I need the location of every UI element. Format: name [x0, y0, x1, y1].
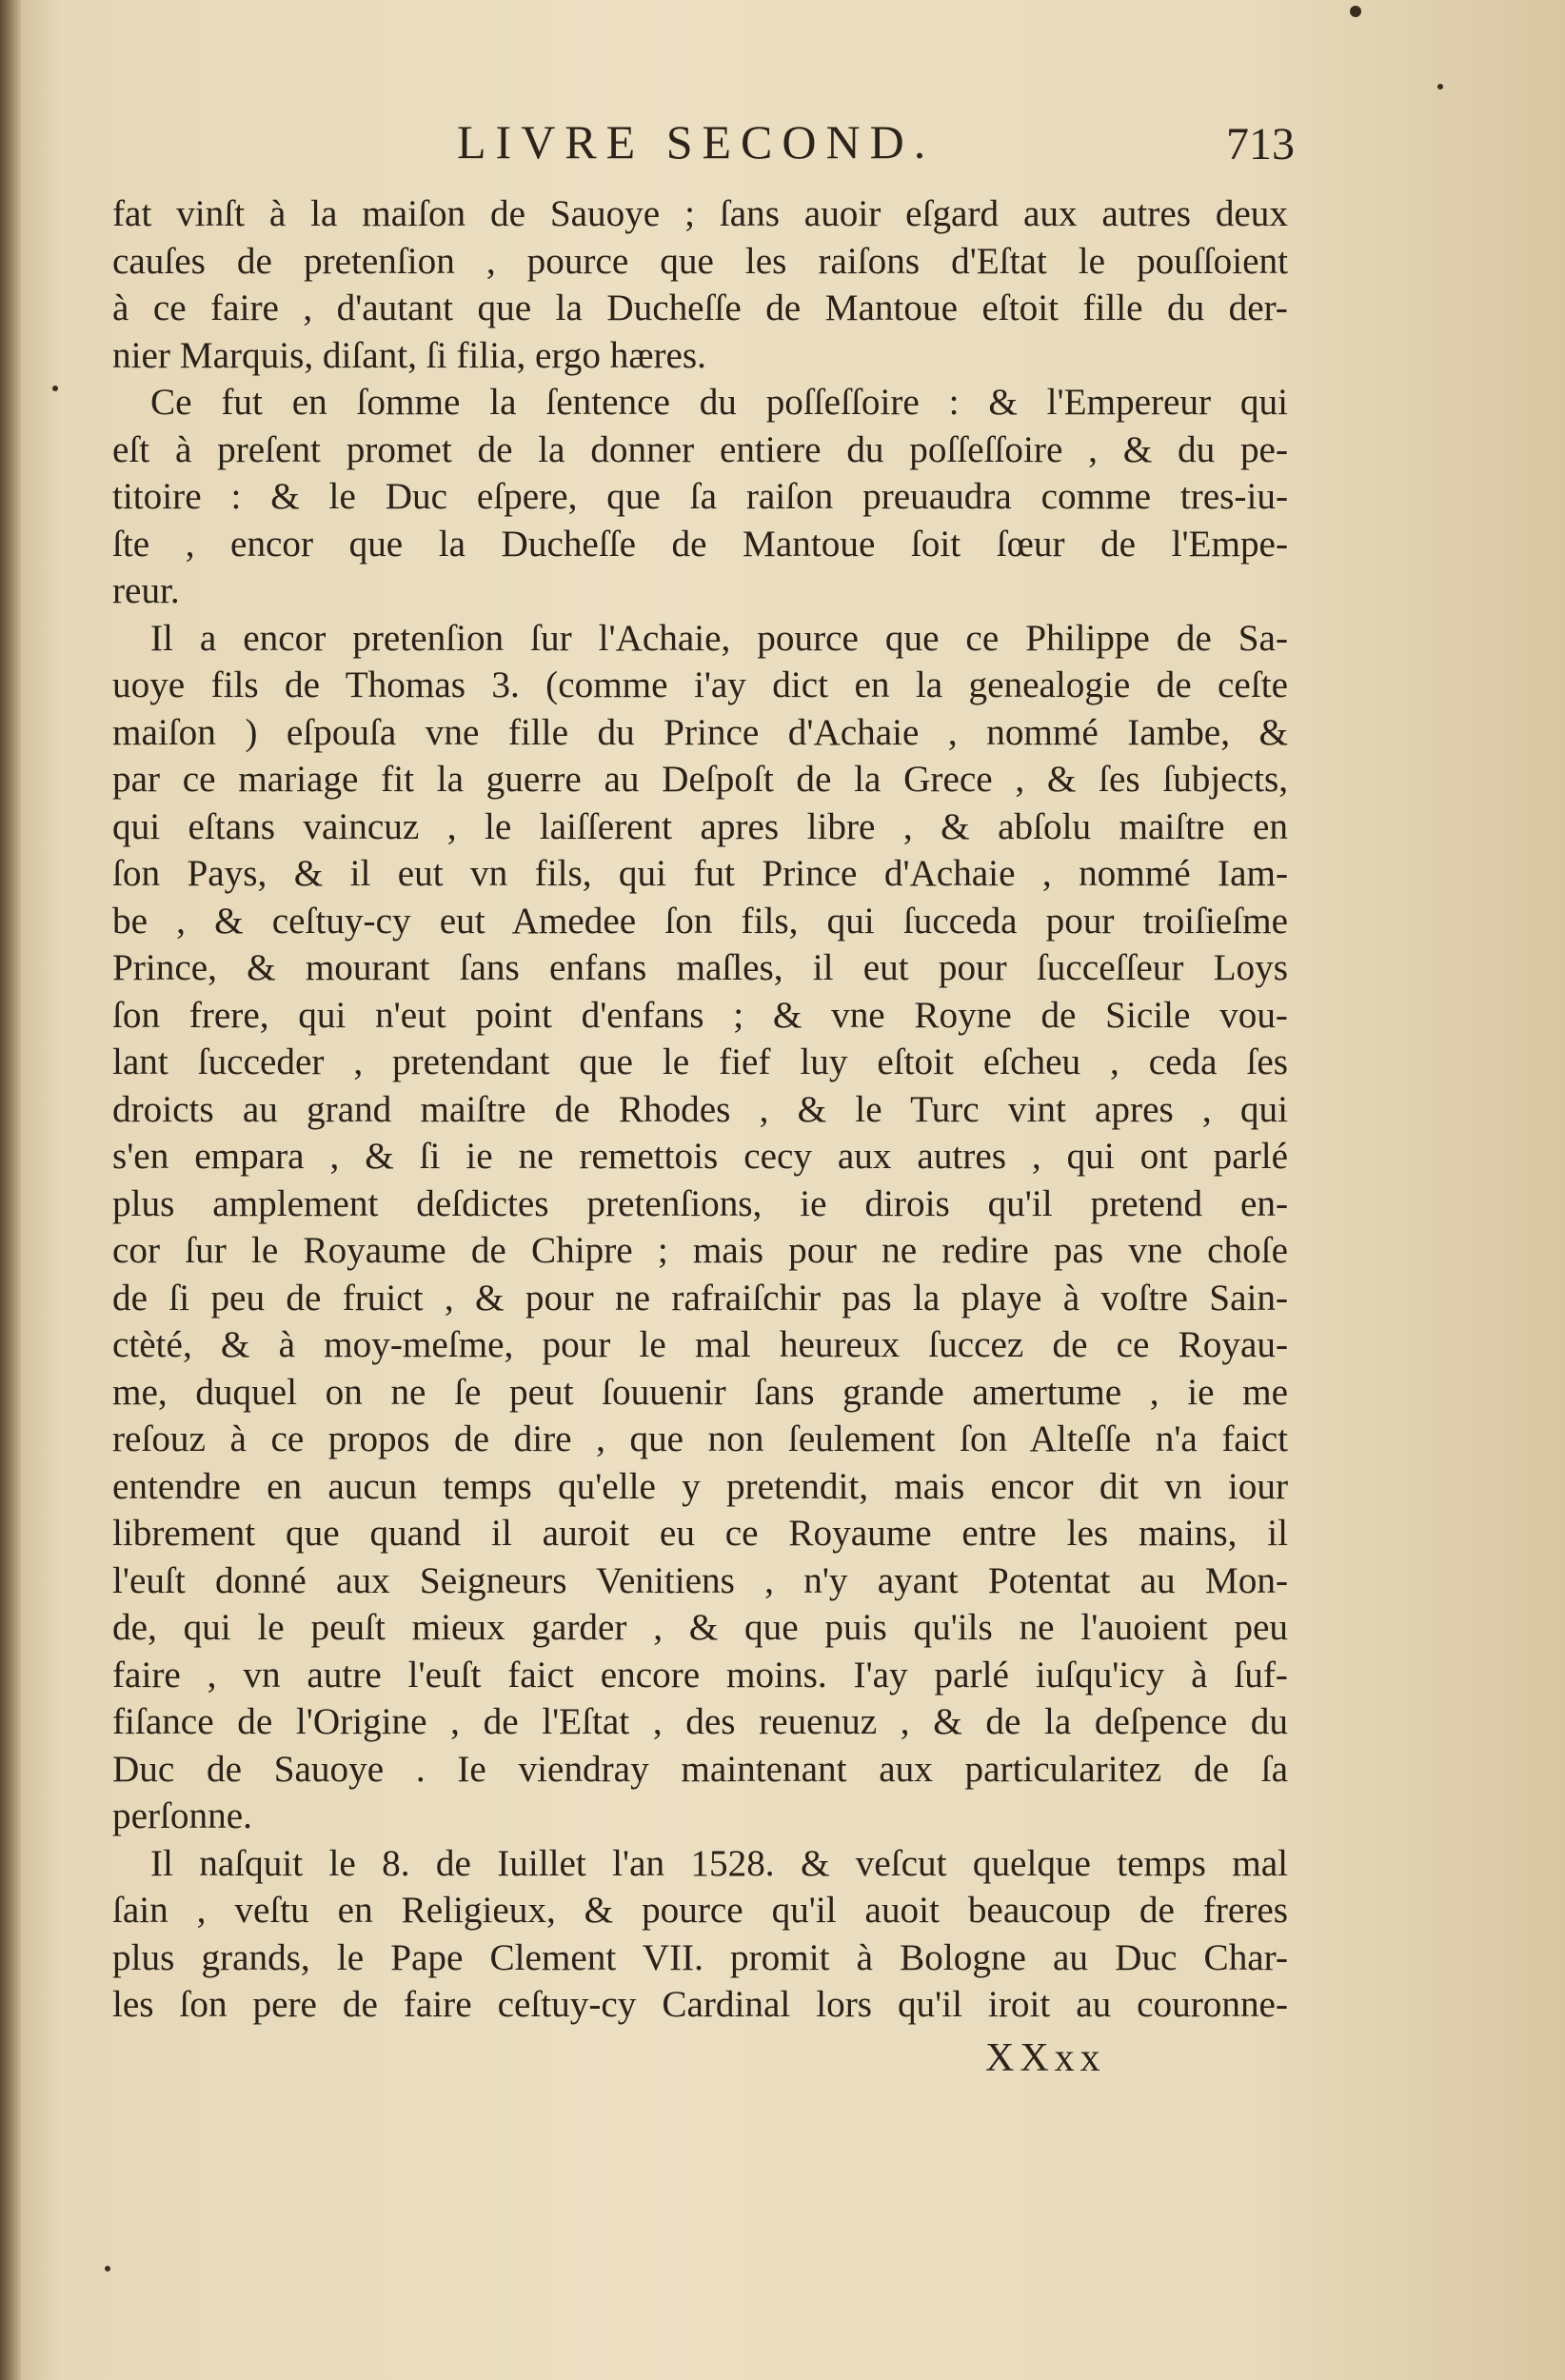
ink-speck: [1437, 84, 1443, 89]
text-line: maiſon ) eſpouſa vne fille du Prince d'Achaie , nommé Iambe, &: [112, 711, 1288, 753]
text-line: fiſance de l'Origine , de l'Eſtat , des reuenuz , & de la deſpence du: [112, 1701, 1288, 1742]
text-line: droicts au grand maiſtre de Rhodes , & le Turc vint apres , qui: [112, 1088, 1288, 1130]
text-line: l'euſt donné aux Seigneurs Venitiens , n'y ayant Potentat au Mon-: [112, 1559, 1288, 1601]
text-line: cauſes de pretenſion , pource que les raiſons d'Eſtat le pouſſoient: [112, 240, 1288, 282]
text-line: par ce mariage fit la guerre au Deſpoſt de la Grece , & ſes ſubjects,: [112, 759, 1288, 800]
text-line: entendre en aucun temps qu'elle y pretendit, mais encor dit vn iour: [112, 1465, 1288, 1507]
text-line: s'en empara , & ſi ie ne remettois cecy aux autres , qui ont parlé: [112, 1136, 1288, 1177]
text-line: ſon Pays, & il eut vn fils, qui fut Prince d'Achaie , nommé Iam-: [112, 853, 1288, 894]
text-line: Il naſquit le 8. de Iuillet l'an 1528. & veſcut quelque temps mal: [150, 1842, 1288, 1884]
body-text: [112, 190, 1288, 2029]
text-line: me, duquel on ne ſe peut ſouuenir ſans grande amertume , ie me: [112, 1371, 1288, 1413]
page-number: 713: [1226, 119, 1295, 169]
text-line: de ſi peu de fruict , & pour ne rafraiſchir pas la playe à voſtre Sain-: [112, 1277, 1288, 1319]
text-line: uoye fils de Thomas 3. (comme i'ay dict en la genealogie de ceſte: [112, 664, 1288, 705]
text-line: Duc de Sauoye . Ie viendray maintenant aux particularitez de ſa: [112, 1748, 1288, 1790]
text-line: reſouz à ce propos de dire , que non ſeulement ſon Alteſſe n'a faict: [112, 1418, 1288, 1459]
text-line: Ce fut en ſomme la ſentence du poſſeſſoire : & l'Empereur qui: [150, 382, 1288, 423]
text-line: librement que quand il auroit eu ce Royaume entre les mains, il: [112, 1513, 1288, 1554]
ink-speck: [105, 2266, 110, 2271]
text-line: be , & ceſtuy-cy eut Amedee ſon fils, qui ſucceda pour troiſieſme: [112, 900, 1288, 942]
page-header: [114, 114, 1295, 181]
running-title: LIVRE SECOND.: [457, 115, 936, 169]
text-line: perſonne.: [112, 1795, 252, 1836]
text-line: plus grands, le Pape Clement VII. promit à Bologne au Duc Char-: [112, 1936, 1288, 1978]
text-line: reur.: [112, 570, 180, 611]
ink-speck: [52, 386, 58, 391]
text-line: Prince, & mourant ſans enfans maſles, il eut pour ſucceſſeur Loys: [112, 947, 1288, 988]
text-line: Il a encor pretenſion ſur l'Achaie, pource que ce Philippe de Sa-: [150, 617, 1288, 659]
text-line: nier Marquis, diſant, ſi filia, ergo hæres.: [112, 334, 706, 376]
text-line: ſon frere, qui n'eut point d'enfans ; & vne Royne de Sicile vou-: [112, 994, 1288, 1036]
text-line: ſain , veſtu en Religieux, & pource qu'il auoit beaucoup de freres: [112, 1890, 1288, 1931]
catchword: XXxx: [985, 2036, 1106, 2080]
text-line: ctèté, & à moy-meſme, pour le mal heureux ſuccez de ce Royau-: [112, 1324, 1288, 1365]
ink-speck: [1350, 6, 1361, 17]
text-line: eſt à preſent promet de la donner entiere du poſſeſſoire , & du pe-: [112, 428, 1288, 470]
text-line: les ſon pere de faire ceſtuy-cy Cardinal lors qu'il iroit au couronne-: [112, 1984, 1288, 2025]
text-line: titoire : & le Duc eſpere, que ſa raiſon preuaudra comme tres-iu-: [112, 476, 1288, 517]
text-line: cor ſur le Royaume de Chipre ; mais pour ne redire pas vne choſe: [112, 1230, 1288, 1271]
text-line: de, qui le peuſt mieux garder , & que puis qu'ils ne l'auoient peu: [112, 1607, 1288, 1648]
text-line: qui eſtans vaincuz , le laiſſerent apres libre , & abſolu maiſtre en: [112, 805, 1288, 847]
text-line: à ce faire , d'autant que la Ducheſſe de Mantoue eſtoit fille du der-: [112, 288, 1288, 328]
text-line: plus amplement deſdictes pretenſions, ie dirois qu'il pretend en-: [112, 1182, 1288, 1224]
text-line: faire , vn autre l'euſt faict encore moins. I'ay parlé iuſqu'icy à ſuf-: [112, 1654, 1288, 1696]
page-gutter: [0, 0, 21, 2380]
text-line: lant ſucceder , pretendant que le fief luy eſtoit eſcheu , ceda ſes: [112, 1041, 1288, 1082]
text-line: fat vinſt à la maiſon de Sauoye ; ſans auoir eſgard aux autres deux: [112, 193, 1288, 234]
text-line: ſte , encor que la Ducheſſe de Mantoue ſoit ſœur de l'Empe-: [112, 523, 1288, 565]
